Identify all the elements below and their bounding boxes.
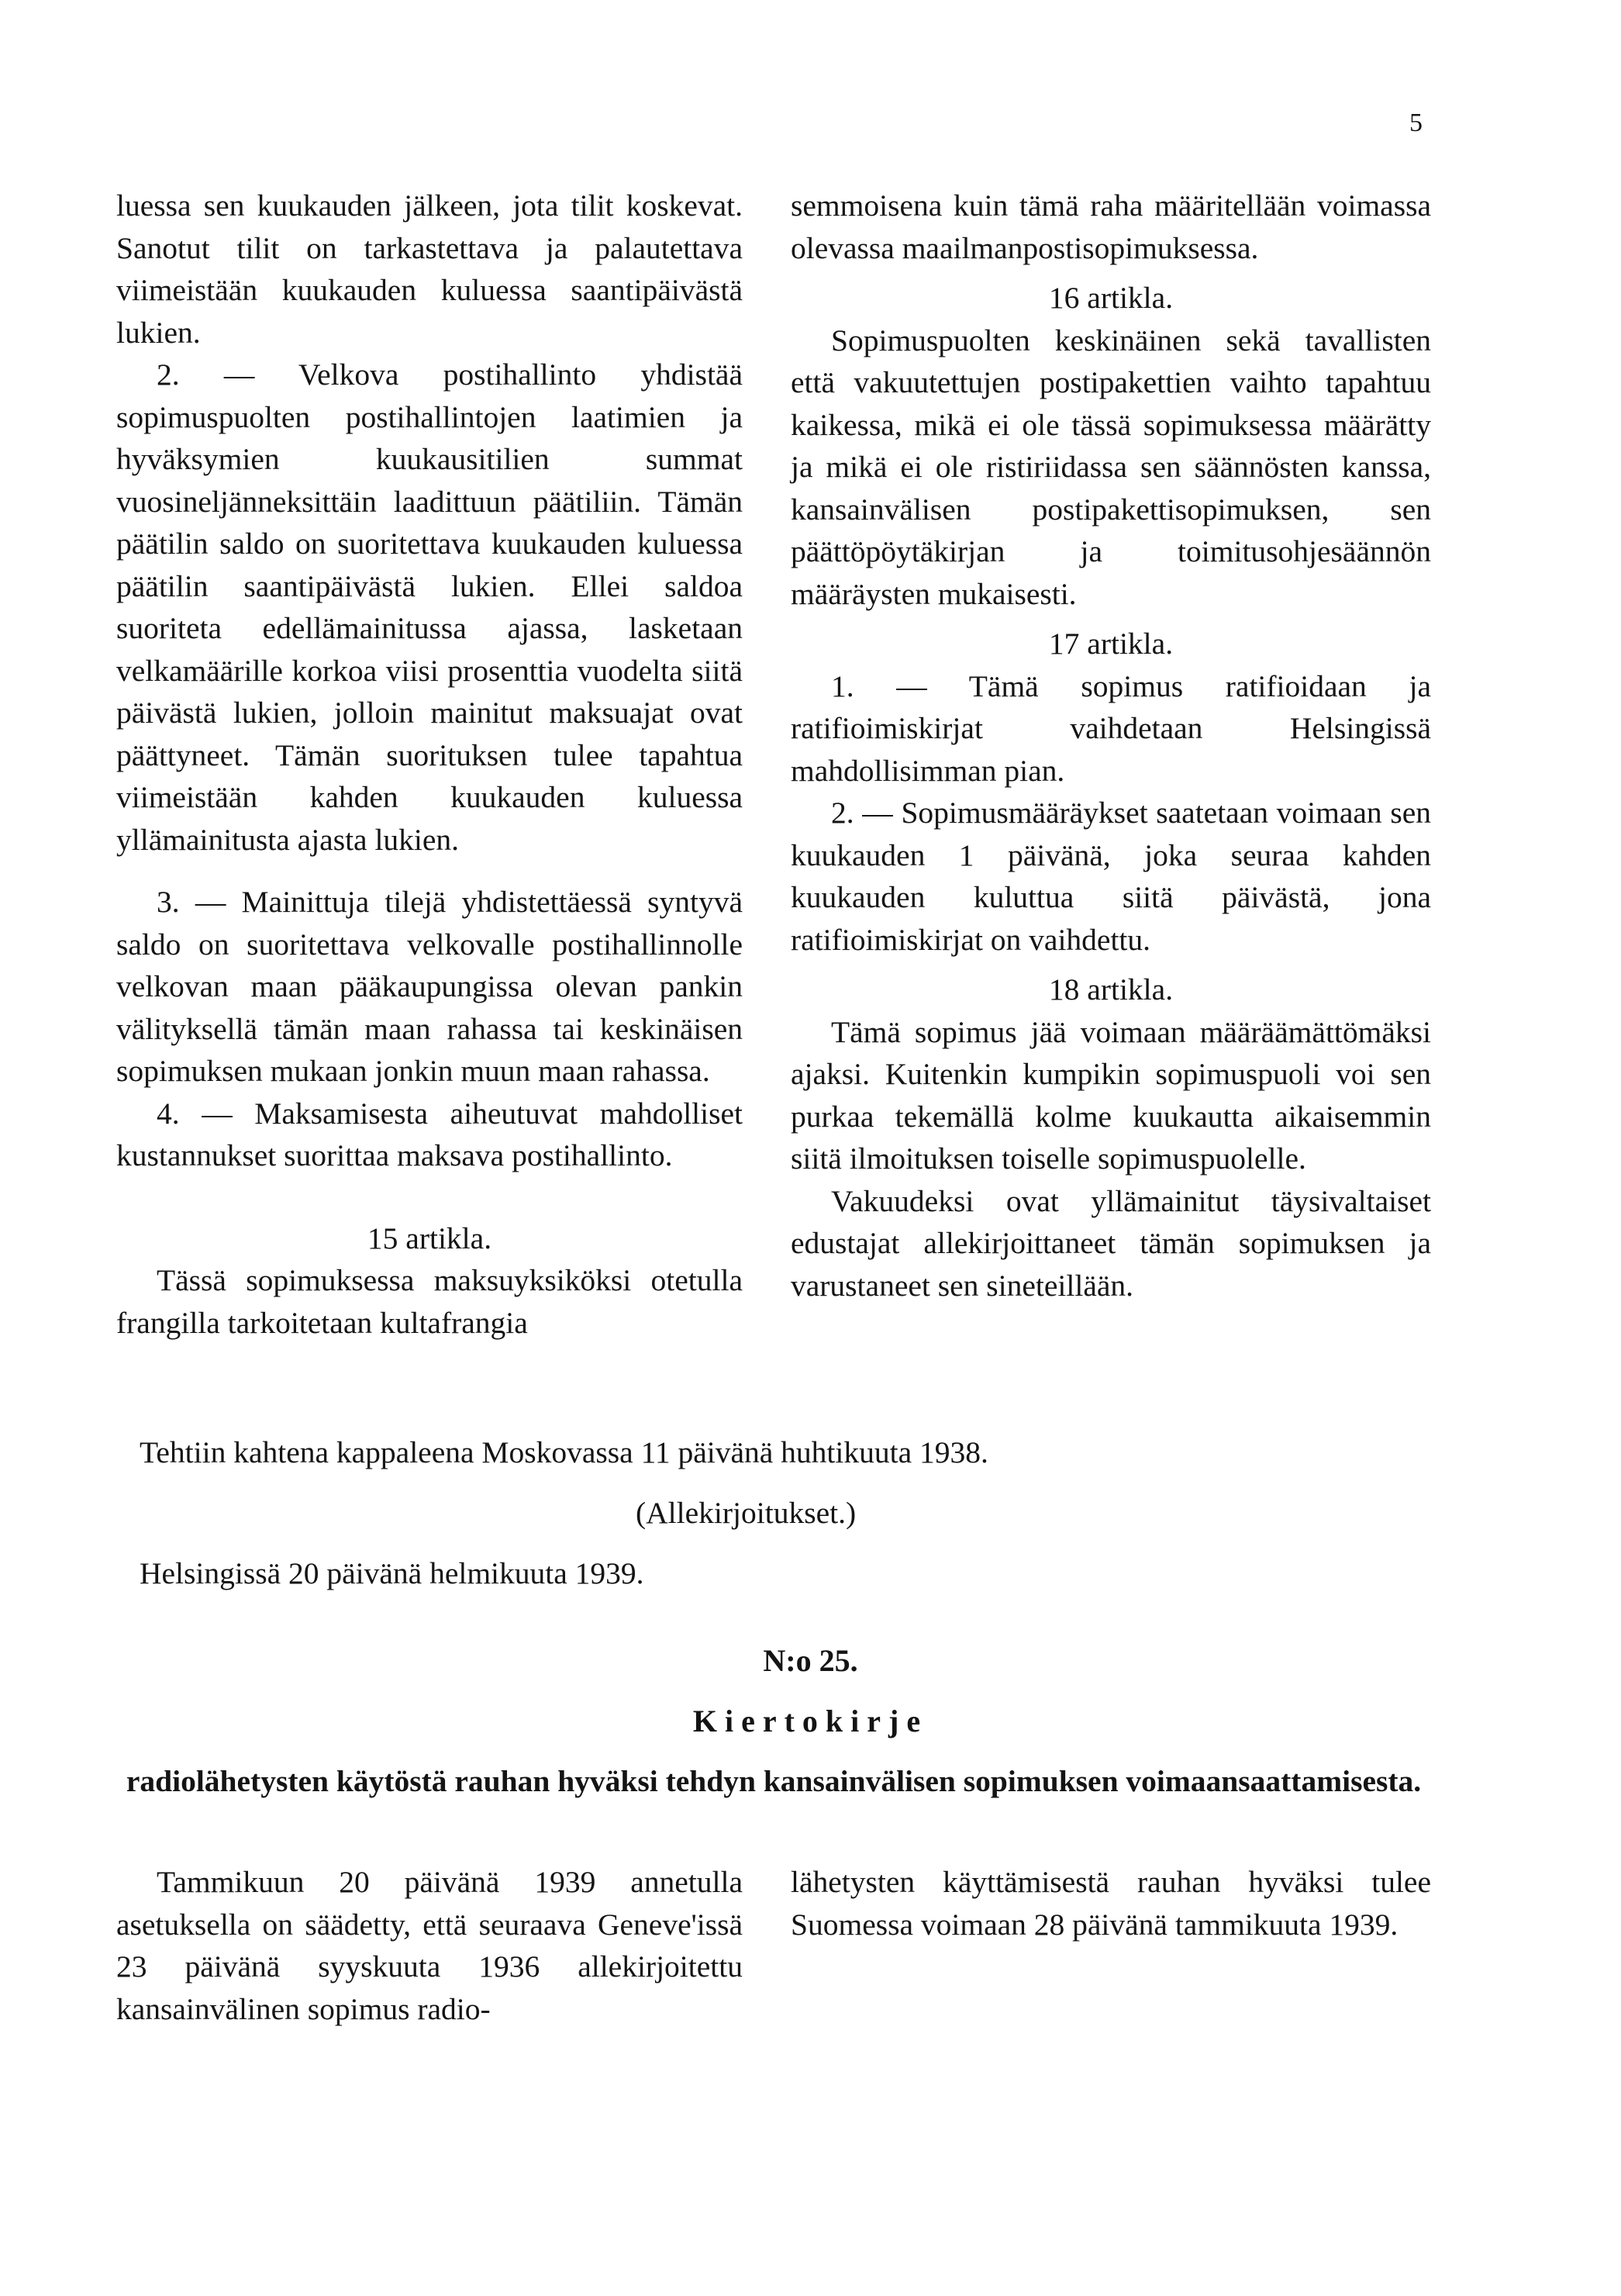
- right-column: [791, 185, 1431, 1307]
- paragraph-3: 3. — Mainittuja tilejä yhdistettäessä syntyvä saldo on suoritettava velkovalle postihallinnolle velkovan maan pääkaupungissa olevan pankin välityksellä tämän maan rahassa tai keskinäisen sopimuksen mukaan jonkin muun maan rahassa.: [116, 885, 743, 1088]
- article-17-heading: 17 artikla.: [1048, 627, 1174, 661]
- circular-title: Kiertokirje: [692, 1704, 929, 1738]
- article-15-text: Tässä sopimuksessa maksuyksiköksi otetulla frangilla tarkoitetaan kultafrangia: [116, 1263, 743, 1340]
- circular-paragraph-end: lähetysten käyttämisestä rauhan hyväksi tulee Suomessa voimaan 28 päivänä tammikuuta 1939.: [791, 1865, 1431, 1942]
- article-16-heading: 16 artikla.: [1048, 281, 1174, 315]
- circular-subtitle: radiolähetysten käytöstä rauhan hyväksi tehdyn kansainvälisen sopimuksen voimaansaattamisesta.: [126, 1764, 1422, 1798]
- article-17-item-2: 2. — Sopimusmääräykset saatetaan voimaan sen kuukauden 1 päivänä, joka seuraa kahden kuukauden kuluttua siitä päivästä, jona ratifioimiskirjat on vaihdettu.: [791, 796, 1431, 957]
- left-column: [116, 185, 743, 1344]
- sign-place-date: Helsingissä 20 päivänä helmikuuta 1939.: [140, 1556, 644, 1590]
- document-number: N:o 25.: [763, 1643, 858, 1678]
- article-16-text: Sopimuspuolten keskinäinen sekä tavallisten että vakuutettujen postipakettien vaihto tapahtuu kaikessa, mikä ei ole tässä sopimuksessa määrätty ja mikä ei ole ristiriidassa sen säännösten kanssa, kansainvälisen postipakettisopimuksen, sen päättöpöytäkirjan ja toimitusohjesäännön määräysten mukaisesti.: [791, 323, 1431, 611]
- circular-paragraph-start: Tammikuun 20 päivänä 1939 annetulla asetuksella on säädetty, että seuraava Geneve'issä 23 päivänä syyskuuta 1936 allekirjoitettu kansainvälinen sopimus radio-: [116, 1865, 743, 2026]
- closing-line: Tehtiin kahtena kappaleena Moskovassa 11 päivänä huhtikuuta 1938.: [140, 1435, 988, 1469]
- paragraph-continued-right: semmoisena kuin tämä raha määritellään voimassa olevassa maailmanpostisopimuksessa.: [791, 188, 1431, 265]
- attestation-text: Vakuudeksi ovat yllämainitut täysivaltaiset edustajat allekirjoittaneet tämän sopimuksen ja varustaneet sen sineteillään.: [791, 1183, 1431, 1303]
- signatures: (Allekirjoitukset.): [636, 1496, 857, 1530]
- article-17-item-1: 1. — Tämä sopimus ratifioidaan ja ratifioimiskirjat vaihdetaan Helsingissä mahdollisimman pian.: [791, 668, 1431, 788]
- page-number: 5: [1409, 109, 1423, 137]
- bottom-right-column: [791, 1861, 1431, 1946]
- paragraph-2: 2. — Velkova postihallinto yhdistää sopimuspuolten postihallintojen laatimien ja hyväksymien kuukausitilien summat vuosineljänneksittäin laadittuun päätiliin. Tämän päätilin saldo on suoritettava kuukauden kuluessa päätilin saantipäivästä lukien. Ellei saldoa suoriteta edellämainitussa ajassa, lasketaan velkamäärille korkoa viisi prosenttia vuodelta siitä päivästä lukien, jolloin mainitut maksuajat ovat päättyneet. Tämän suorituksen tulee tapahtua viimeistään kahden kuukauden kuluessa yllämainitusta ajasta lukien.: [116, 357, 743, 857]
- paragraph-4: 4. — Maksamisesta aiheutuvat mahdolliset kustannukset suorittaa maksava postihallinto.: [116, 1096, 743, 1172]
- article-15-heading: 15 artikla.: [367, 1221, 492, 1255]
- article-18-heading: 18 artikla.: [1048, 972, 1174, 1006]
- article-18-text: Tämä sopimus jää voimaan määräämättömäksi ajaksi. Kuitenkin kumpikin sopimuspuoli voi sen purkaa tekemällä kolme kuukautta aikaisemmin siitä ilmoituksen toiselle sopimuspuolelle.: [791, 1014, 1431, 1176]
- bottom-left-column: [116, 1861, 743, 2030]
- paragraph-continued: luessa sen kuukauden jälkeen, jota tilit koskevat. Sanotut tilit on tarkastettava ja palautettava viimeistään kuukauden kuluessa saantipäivästä lukien.: [116, 188, 743, 350]
